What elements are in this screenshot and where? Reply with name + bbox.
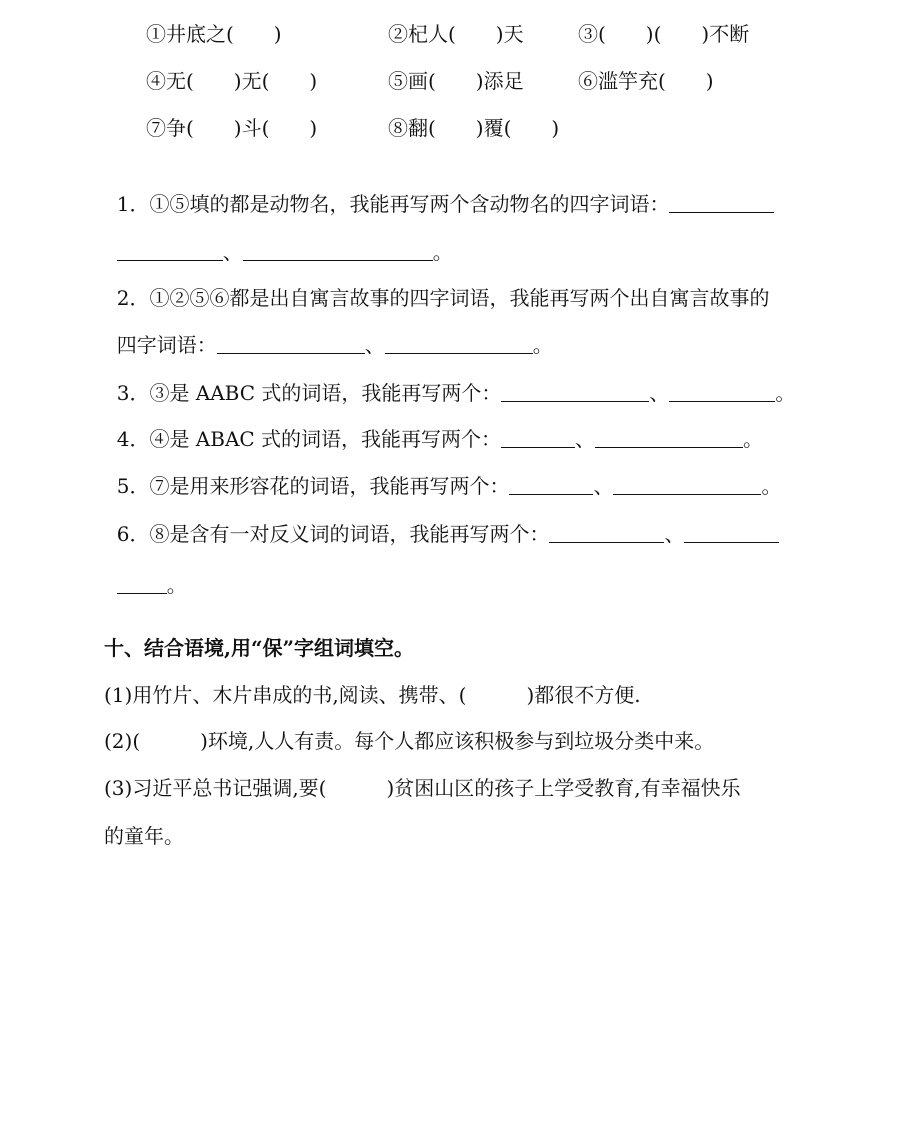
section-10-sentence-1: (1)用竹片、木片串成的书,阅读、携带、( )都很不方便. [104, 683, 641, 707]
answer-blank[interactable] [117, 573, 167, 594]
question-text: 2．①②⑤⑥都是出自寓言故事的四字词语，我能再写两个出自寓言故事的 [116, 286, 770, 310]
separator: 、 [222, 240, 243, 264]
question-text: 3．③是 AABC 式的词语，我能再写两个： [116, 381, 502, 405]
answer-blank[interactable] [549, 522, 664, 543]
idiom-item: ⑥滥竽充( ) [578, 69, 714, 93]
period: 。 [432, 240, 453, 264]
question-6-continued [104, 543, 187, 599]
separator: 、 [364, 333, 385, 357]
separator: 、 [649, 381, 670, 405]
section-10-title: 十、结合语境,用“保”字组词填空。 [104, 636, 414, 660]
idiom-item: ④无( )无( ) [146, 69, 318, 93]
period: 。 [743, 427, 764, 451]
question-6 [104, 492, 779, 548]
period: 。 [166, 573, 187, 597]
answer-blank[interactable] [669, 192, 774, 213]
question-text: 5．⑦是用来形容花的词语，我能再写两个： [116, 474, 510, 498]
separator: 、 [575, 427, 596, 451]
idiom-item: ⑦争( )斗( ) [146, 116, 318, 140]
section-10-sentence-2: (2)( )环境,人人有责。每个人都应该积极参与到垃圾分类中来。 [104, 729, 715, 753]
idiom-item: ①井底之( ) [146, 22, 282, 46]
section-10-sentence-3-continued: 的童年。 [104, 824, 184, 848]
question-text: 6．⑧是含有一对反义词的词语，我能再写两个： [116, 522, 550, 546]
period: 。 [775, 381, 796, 405]
answer-blank[interactable] [684, 522, 779, 543]
separator: 、 [593, 474, 614, 498]
period: 。 [761, 474, 782, 498]
question-text: 四字词语： [116, 333, 217, 357]
idiom-item: ⑧翻( )覆( ) [388, 116, 560, 140]
period: 。 [532, 333, 553, 357]
idiom-item: ②杞人( )天 [388, 22, 524, 46]
separator: 、 [664, 522, 685, 546]
idiom-item: ③( )( )不断 [578, 22, 750, 46]
question-text: 4．④是 ABAC 式的词语，我能再写两个： [116, 427, 502, 451]
section-10-sentence-3: (3)习近平总书记强调,要( )贫困山区的孩子上学受教育,有幸福快乐 [104, 776, 741, 800]
idiom-item: ⑤画( )添足 [388, 69, 524, 93]
question-text: 1．①⑤填的都是动物名，我能再写两个含动物名的四字词语： [116, 192, 670, 216]
